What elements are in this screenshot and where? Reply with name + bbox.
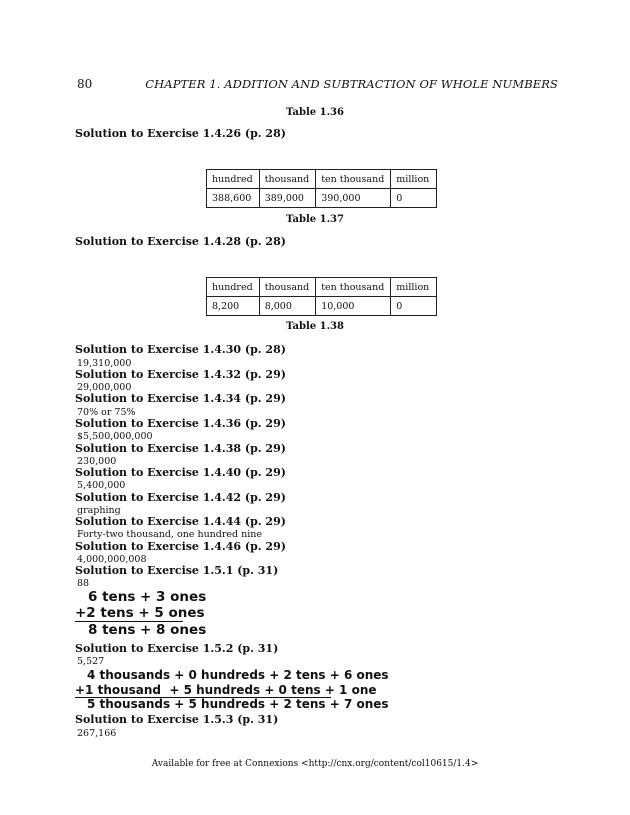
- solution-answer: 4,000,000,008: [77, 554, 147, 565]
- table-header-cell: hundred: [207, 278, 260, 297]
- solution-heading: Solution to Exercise 1.4.26 (p. 28): [75, 127, 286, 140]
- table-cell: 389,000: [259, 189, 316, 208]
- table-header-cell: thousand: [259, 278, 316, 297]
- page-number: 80: [77, 77, 93, 91]
- solution-heading: Solution to Exercise 1.4.44 (p. 29): [75, 515, 286, 528]
- solution-answer: 19,310,000: [77, 358, 132, 369]
- table-header-cell: ten thousand: [316, 278, 391, 297]
- solution-heading: Solution to Exercise 1.4.30 (p. 28): [75, 343, 286, 356]
- solution-answer: 88: [77, 578, 90, 589]
- table-cell: 8,000: [259, 297, 316, 316]
- table-cell: 0: [391, 189, 437, 208]
- addition-line-2: +1 thousand + 5 hundreds + 0 tens + 1 one: [75, 683, 377, 697]
- solution-answer: Forty-two thousand, one hundred nine: [77, 529, 263, 540]
- solution-heading: Solution to Exercise 1.4.38 (p. 29): [75, 442, 286, 455]
- table-caption: Table 1.37: [286, 214, 344, 225]
- solution-answer: 267,166: [77, 728, 117, 739]
- addition-line-1: 4 thousands + 0 hundreds + 2 tens + 6 ones: [87, 668, 389, 682]
- table-header-cell: thousand: [259, 170, 316, 189]
- solution-heading: Solution to Exercise 1.4.34 (p. 29): [75, 392, 286, 405]
- table-header-row: [207, 170, 437, 189]
- table-header-row: [207, 278, 437, 297]
- place-value-table: [206, 277, 437, 316]
- place-value-table: [206, 169, 437, 208]
- table-row: [207, 297, 437, 316]
- solution-heading: Solution to Exercise 1.5.2 (p. 31): [75, 642, 279, 655]
- chapter-title: CHAPTER 1. ADDITION AND SUBTRACTION OF WHOLE NUMBERS: [145, 77, 558, 91]
- table-cell: 388,600: [207, 189, 260, 208]
- addition-result: 5 thousands + 5 hundreds + 2 tens + 7 ones: [87, 697, 389, 711]
- solution-answer: 230,000: [77, 456, 117, 467]
- solution-answer: graphing: [77, 505, 121, 516]
- solution-heading: Solution to Exercise 1.4.28 (p. 28): [75, 235, 286, 248]
- table-caption: Table 1.36: [286, 107, 344, 118]
- table-cell: 10,000: [316, 297, 391, 316]
- table-cell: 8,200: [207, 297, 260, 316]
- table-cell: 0: [391, 297, 437, 316]
- table-header-cell: million: [391, 170, 437, 189]
- solution-heading: Solution to Exercise 1.4.32 (p. 29): [75, 368, 286, 381]
- solution-answer: $5,500,000,000: [77, 431, 153, 442]
- table-header-cell: ten thousand: [316, 170, 391, 189]
- solution-heading: Solution to Exercise 1.4.42 (p. 29): [75, 491, 286, 504]
- table-header-cell: million: [391, 278, 437, 297]
- solution-answer: 5,400,000: [77, 480, 126, 491]
- addition-line-1: 6 tens + 3 ones: [88, 589, 207, 605]
- table-header-cell: hundred: [207, 170, 260, 189]
- addition-line-2: +2 tens + 5 ones: [75, 605, 205, 621]
- table-cell: 390,000: [316, 189, 391, 208]
- table-row: [207, 189, 437, 208]
- solution-answer: 5,527: [77, 656, 105, 667]
- solution-heading: Solution to Exercise 1.5.1 (p. 31): [75, 564, 279, 577]
- solution-heading: Solution to Exercise 1.5.3 (p. 31): [75, 713, 279, 726]
- page-footer: Available for free at Connexions <http://cnx.org/content/col10615/1.4>: [151, 759, 479, 769]
- solution-heading: Solution to Exercise 1.4.36 (p. 29): [75, 417, 286, 430]
- solution-answer: 29,000,000: [77, 382, 132, 393]
- solution-heading: Solution to Exercise 1.4.40 (p. 29): [75, 466, 286, 479]
- table-caption: Table 1.38: [286, 321, 344, 332]
- solution-heading: Solution to Exercise 1.4.46 (p. 29): [75, 540, 286, 553]
- addition-result: 8 tens + 8 ones: [88, 622, 207, 638]
- solution-answer: 70% or 75%: [77, 407, 136, 418]
